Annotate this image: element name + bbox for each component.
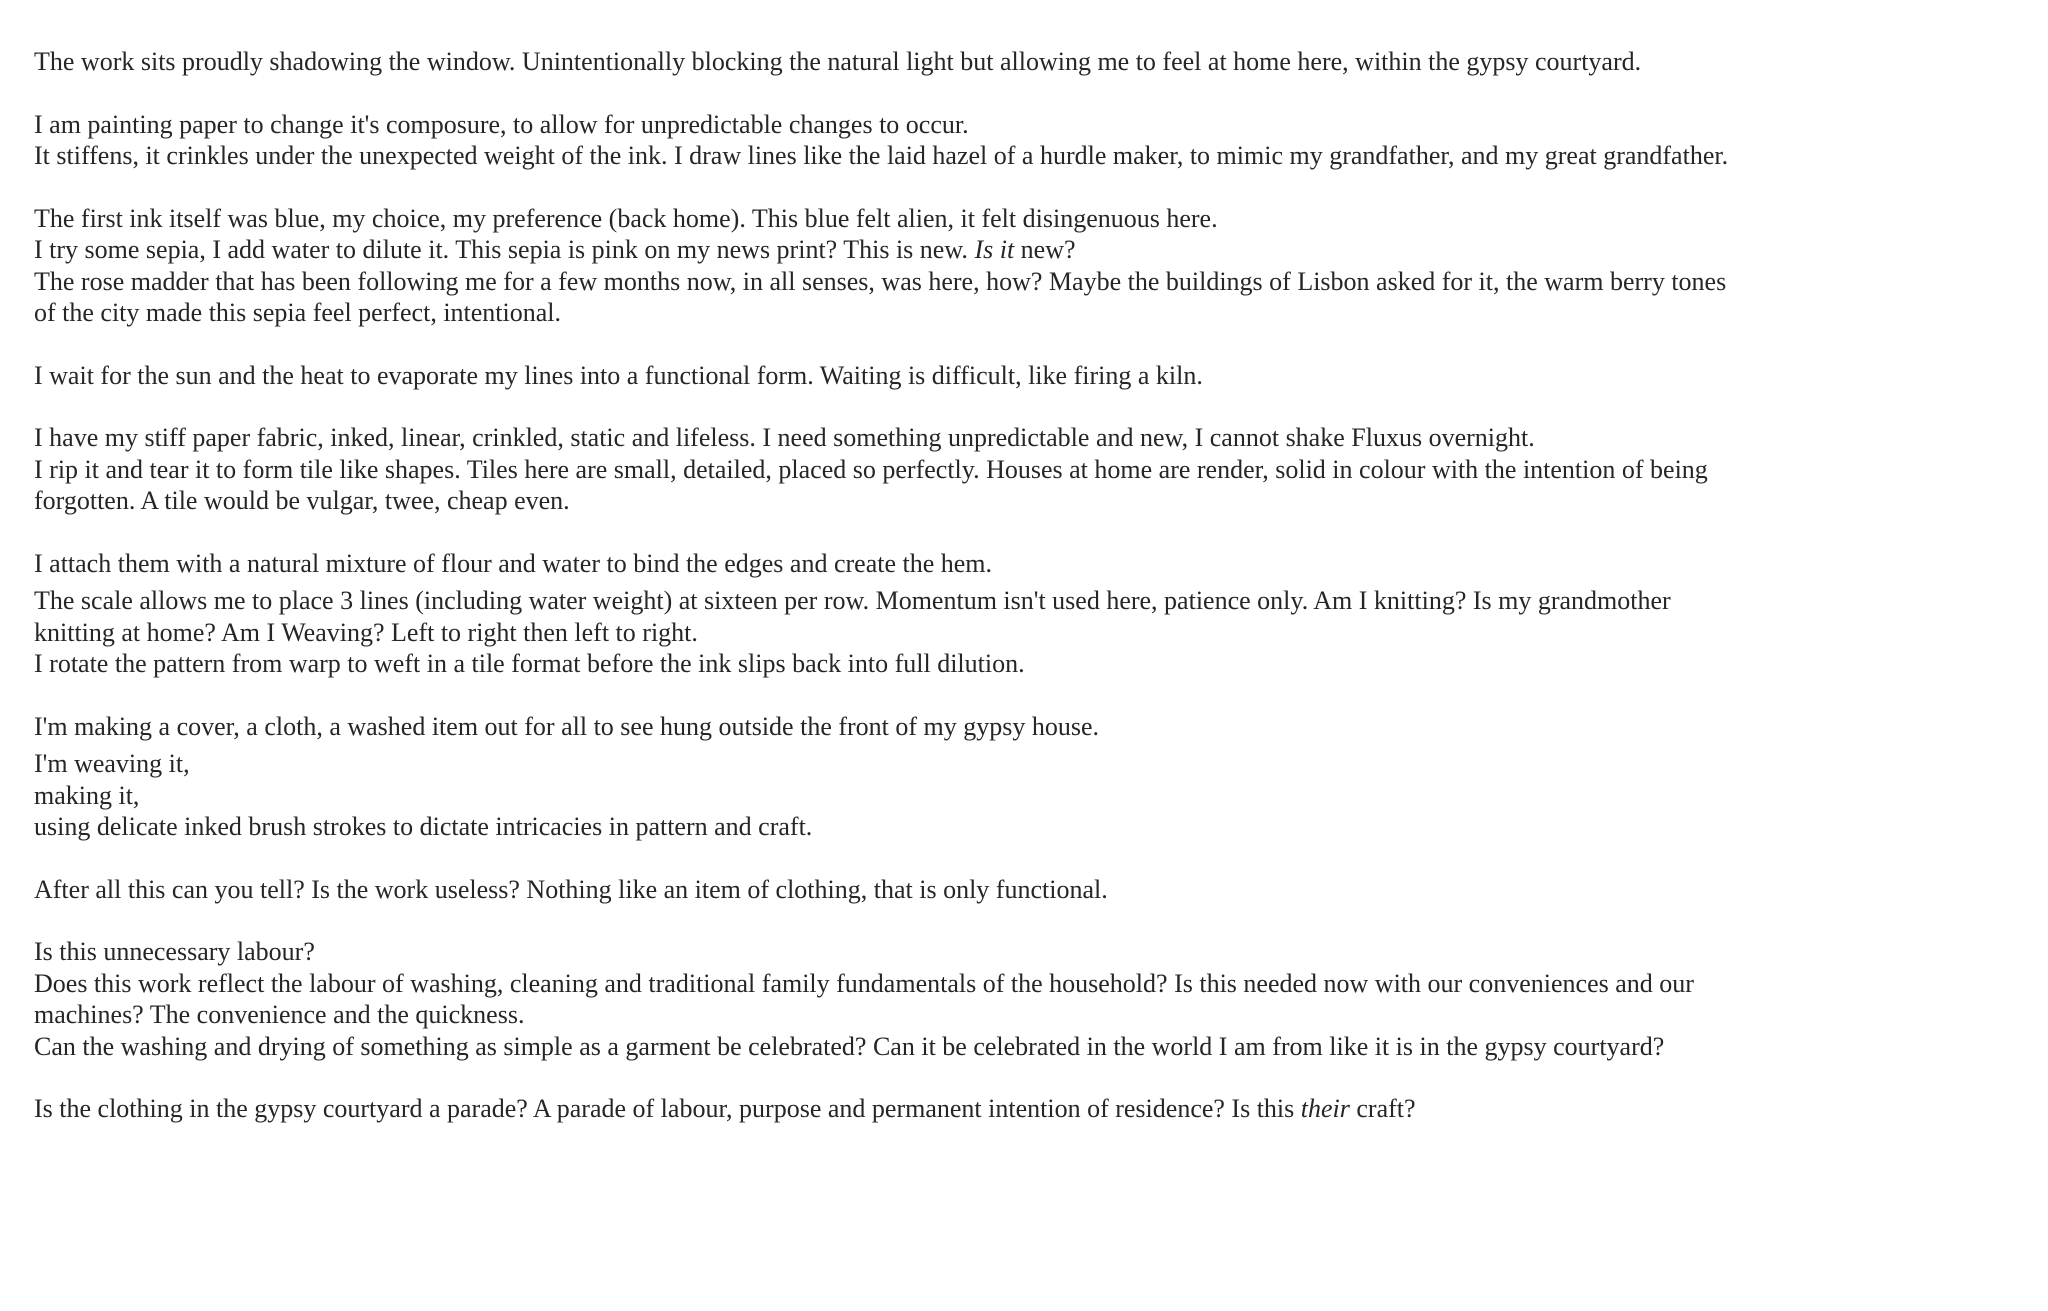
paragraph: [34, 585, 1754, 680]
italic-emphasis: their: [1300, 1094, 1350, 1123]
paragraph: [34, 748, 1754, 843]
paragraph: [34, 711, 1754, 743]
paragraph: [34, 46, 1754, 78]
text-line: Is this unnecessary labour?: [34, 937, 315, 966]
text-line: I have my stiff paper fabric, inked, linear, crinkled, static and lifeless. I need something unpredictable and new, I cannot shake Fluxus overnight.: [34, 423, 1535, 452]
text-run: Is the clothing in the gypsy courtyard a parade? A parade of labour, purpose and permanent intention of residence? Is this: [34, 1094, 1301, 1123]
text-line: [34, 1093, 1754, 1125]
text-line: After all this can you tell? Is the work useless? Nothing like an item of clothing, that is only functional.: [34, 874, 1108, 904]
text-line: I rotate the pattern from warp to weft in a tile format before the ink slips back into full dilution.: [34, 649, 1025, 678]
text-line: Does this work reflect the labour of washing, cleaning and traditional family fundamentals of the household? Is this needed now with our conveniences and our machines? The convenience and the quickness.: [34, 968, 1694, 1029]
text-line: I am painting paper to change it's composure, to allow for unpredictable changes to occur.: [34, 109, 969, 139]
text-line: The work sits proudly shadowing the window. Unintentionally blocking the natural light but allowing me to feel at home here, within the gypsy courtyard.: [34, 47, 1642, 76]
text-line: The scale allows me to place 3 lines (including water weight) at sixteen per row. Momentum isn't used here, patience only. Am I knitting? Is my grandmother knitting at home? Am I Weaving? Left to right then left to right.: [34, 586, 1671, 647]
text-line: making it,: [34, 780, 140, 810]
text-line: I'm weaving it,: [34, 749, 190, 778]
text-line: Can the washing and drying of something as simple as a garment be celebrated? Can it be celebrated in the world I am from like it is in the gypsy courtyard?: [34, 1031, 1665, 1061]
text-line: The first ink itself was blue, my choice, my preference (back home). This blue felt alien, it felt disingenuous here.: [34, 203, 1218, 233]
paragraph: [34, 360, 1754, 392]
text-line: I attach them with a natural mixture of flour and water to bind the edges and create the hem.: [34, 548, 993, 578]
text-run: I try some sepia, I add water to dilute it. This sepia is pink on my news print? This is new.: [34, 235, 975, 264]
paragraph: [34, 936, 1754, 1062]
text-line: I rip it and tear it to form tile like shapes. Tiles here are small, detailed, placed so perfectly. Houses at home are render, solid in colour with the intention of being forgotten. A tile would be vulgar, twee, cheap even.: [34, 454, 1708, 515]
text-line: using delicate inked brush strokes to dictate intricacies in pattern and craft.: [34, 812, 813, 841]
italic-emphasis: Is it: [974, 235, 1015, 264]
paragraph: [34, 1093, 1754, 1125]
paragraph: [34, 874, 1754, 906]
paragraph: [34, 422, 1754, 517]
document-body: [34, 46, 1754, 1156]
text-line: [34, 234, 1754, 266]
text-line: It stiffens, it crinkles under the unexpected weight of the ink. I draw lines like the laid hazel of a hurdle maker, to mimic my grandfather, and my great grandfather.: [34, 141, 1729, 170]
paragraph: [34, 109, 1754, 172]
text-line: The rose madder that has been following me for a few months now, in all senses, was here, how? Maybe the buildings of Lisbon asked for it, the warm berry tones of the city made this sepia feel perfect, intentional.: [34, 266, 1727, 327]
paragraph: [34, 548, 1754, 580]
text-run: craft?: [1349, 1094, 1416, 1123]
text-run: new?: [1014, 235, 1076, 264]
text-line: I wait for the sun and the heat to evaporate my lines into a functional form. Waiting is difficult, like firing a kiln.: [34, 360, 1203, 390]
text-line: I'm making a cover, a cloth, a washed item out for all to see hung outside the front of my gypsy house.: [34, 711, 1100, 741]
paragraph: [34, 203, 1754, 329]
